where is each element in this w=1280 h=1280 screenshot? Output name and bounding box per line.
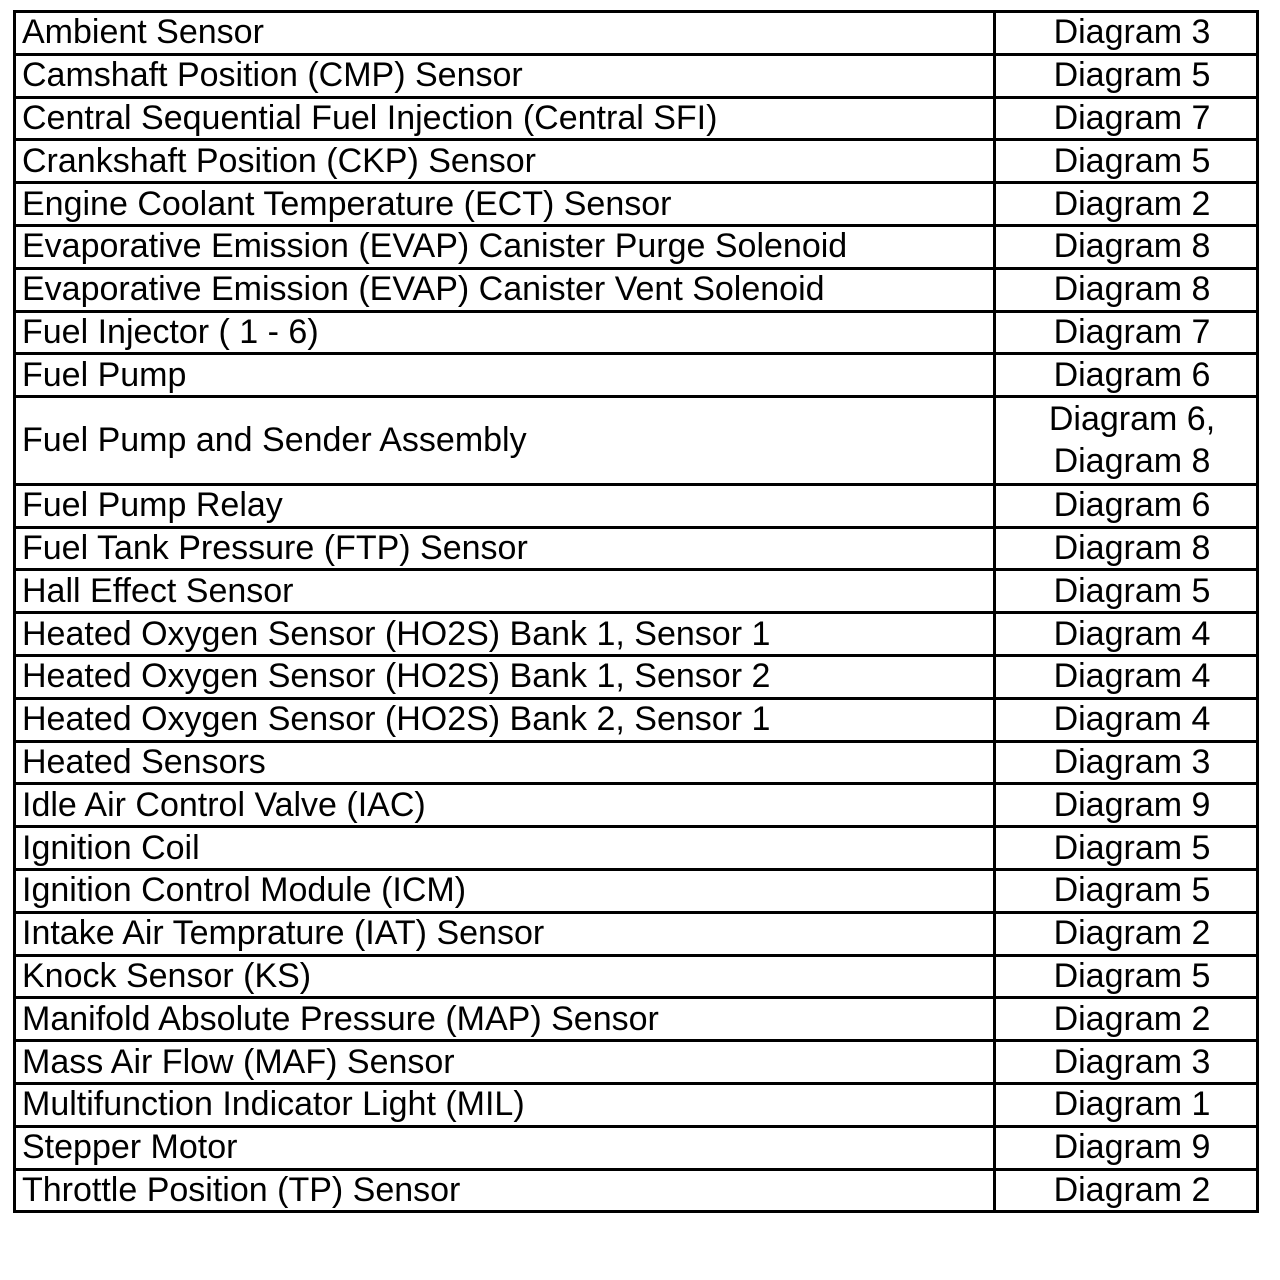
- diagram-reference: Diagram 2: [995, 912, 1258, 955]
- component-name: Throttle Position (TP) Sensor: [15, 1169, 995, 1212]
- table-row: [15, 1083, 1258, 1126]
- table-row: [15, 741, 1258, 784]
- table-row: [15, 1169, 1258, 1212]
- component-name: Knock Sensor (KS): [15, 955, 995, 998]
- table-row: [15, 97, 1258, 140]
- table-row: [15, 869, 1258, 912]
- component-name: Multifunction Indicator Light (MIL): [15, 1083, 995, 1126]
- diagram-reference: Diagram 5: [995, 140, 1258, 183]
- table-row: [15, 140, 1258, 183]
- diagram-reference: Diagram 3: [995, 741, 1258, 784]
- table-row: [15, 655, 1258, 698]
- component-name: Mass Air Flow (MAF) Sensor: [15, 1041, 995, 1084]
- table-row: [15, 54, 1258, 97]
- component-name: Evaporative Emission (EVAP) Canister Vent Solenoid: [15, 268, 995, 311]
- diagram-reference: Diagram 5: [995, 955, 1258, 998]
- table-row: [15, 698, 1258, 741]
- diagram-reference: Diagram 7: [995, 311, 1258, 354]
- component-name: Heated Oxygen Sensor (HO2S) Bank 2, Sensor 1: [15, 698, 995, 741]
- diagram-reference: Diagram 6: [995, 484, 1258, 527]
- table-row: [15, 955, 1258, 998]
- diagram-reference: Diagram 4: [995, 613, 1258, 656]
- component-name: Fuel Pump and Sender Assembly: [15, 397, 995, 485]
- diagram-reference: Diagram 3: [995, 1041, 1258, 1084]
- component-name: Engine Coolant Temperature (ECT) Sensor: [15, 183, 995, 226]
- component-name: Ignition Control Module (ICM): [15, 869, 995, 912]
- component-index-sheet: [13, 10, 1256, 1213]
- diagram-reference: Diagram 7: [995, 97, 1258, 140]
- table-row: [15, 784, 1258, 827]
- table-row: [15, 225, 1258, 268]
- diagram-reference: Diagram 4: [995, 698, 1258, 741]
- diagram-reference: Diagram 2: [995, 998, 1258, 1041]
- diagram-reference: Diagram 5: [995, 54, 1258, 97]
- component-name: Heated Oxygen Sensor (HO2S) Bank 1, Sensor 1: [15, 613, 995, 656]
- component-name: Intake Air Temprature (IAT) Sensor: [15, 912, 995, 955]
- table-row: [15, 527, 1258, 570]
- component-name: Fuel Tank Pressure (FTP) Sensor: [15, 527, 995, 570]
- component-name: Hall Effect Sensor: [15, 570, 995, 613]
- table-row: [15, 912, 1258, 955]
- component-name: Central Sequential Fuel Injection (Central SFI): [15, 97, 995, 140]
- component-name: Manifold Absolute Pressure (MAP) Sensor: [15, 998, 995, 1041]
- component-name: Ignition Coil: [15, 827, 995, 870]
- diagram-reference: Diagram 9: [995, 1126, 1258, 1169]
- table-row: [15, 354, 1258, 397]
- diagram-reference: Diagram 9: [995, 784, 1258, 827]
- table-row: [15, 12, 1258, 55]
- component-name: Evaporative Emission (EVAP) Canister Purge Solenoid: [15, 225, 995, 268]
- diagram-reference: Diagram 2: [995, 183, 1258, 226]
- diagram-reference: Diagram 3: [995, 12, 1258, 55]
- component-name: Fuel Pump: [15, 354, 995, 397]
- component-name: Ambient Sensor: [15, 12, 995, 55]
- component-name: Heated Sensors: [15, 741, 995, 784]
- diagram-reference: Diagram 6, Diagram 8: [995, 397, 1258, 485]
- component-name: Idle Air Control Valve (IAC): [15, 784, 995, 827]
- diagram-reference: Diagram 6: [995, 354, 1258, 397]
- component-diagram-table: [13, 10, 1259, 1213]
- diagram-reference: Diagram 4: [995, 655, 1258, 698]
- table-row: [15, 1041, 1258, 1084]
- table-row: [15, 613, 1258, 656]
- component-name: Camshaft Position (CMP) Sensor: [15, 54, 995, 97]
- table-row: [15, 827, 1258, 870]
- table-row: [15, 1126, 1258, 1169]
- table-row: [15, 397, 1258, 485]
- table-row: [15, 183, 1258, 226]
- component-name: Fuel Pump Relay: [15, 484, 995, 527]
- table-row: [15, 268, 1258, 311]
- component-name: Heated Oxygen Sensor (HO2S) Bank 1, Sensor 2: [15, 655, 995, 698]
- diagram-reference: Diagram 2: [995, 1169, 1258, 1212]
- table-row: [15, 311, 1258, 354]
- diagram-reference: Diagram 1: [995, 1083, 1258, 1126]
- diagram-reference: Diagram 8: [995, 225, 1258, 268]
- component-name: Crankshaft Position (CKP) Sensor: [15, 140, 995, 183]
- table-row: [15, 998, 1258, 1041]
- component-name: Fuel Injector ( 1 - 6): [15, 311, 995, 354]
- diagram-reference: Diagram 5: [995, 869, 1258, 912]
- component-name: Stepper Motor: [15, 1126, 995, 1169]
- table-row: [15, 570, 1258, 613]
- diagram-reference: Diagram 5: [995, 570, 1258, 613]
- diagram-reference: Diagram 8: [995, 527, 1258, 570]
- diagram-reference: Diagram 8: [995, 268, 1258, 311]
- table-row: [15, 484, 1258, 527]
- diagram-reference: Diagram 5: [995, 827, 1258, 870]
